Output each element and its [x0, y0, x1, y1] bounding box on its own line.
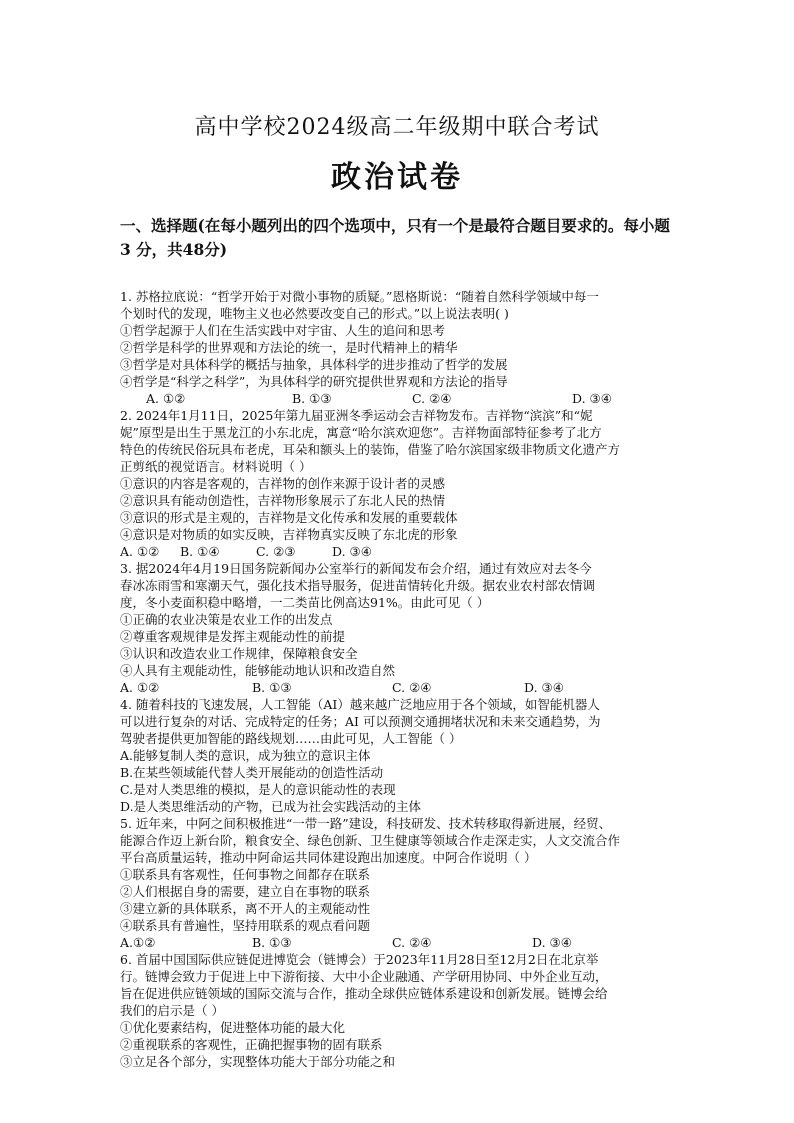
statement-item: ③认识和改造农业工作规律，保障粮食安全: [120, 646, 358, 661]
answer-option[interactable]: C. ②④: [392, 680, 432, 695]
statement-item: ②重视联系的客观性，正确把握事物的固有联系: [120, 1037, 383, 1052]
question-stem-line: 行。链博会致力于促进上中下游衔接、大中小企业融通、产学研用协同、中外企业互动，: [120, 969, 608, 984]
statement-item: D.是人类思维活动的产物，已成为社会实践活动的主体: [120, 799, 422, 814]
statement-item: ④哲学是“科学之科学”，为具体科学的研究提供世界观和方法论的指导: [120, 374, 508, 389]
answer-option[interactable]: A.①②: [120, 935, 156, 950]
question-stem-line: 可以进行复杂的对话、完成特定的任务；AI 可以预测交通拥堵状况和未来交通趋势，为: [120, 714, 601, 729]
question-list: [120, 288, 680, 1070]
answer-option[interactable]: D. ③④: [572, 391, 612, 406]
answer-options: [120, 390, 680, 407]
answer-option[interactable]: C. ②③: [256, 544, 296, 559]
question-stem-line: 我们的启示是（ ）: [120, 1003, 224, 1018]
question-stem-line: 度，冬小麦面积稳中略增，一二类苗比例高达91%。由此可见（ ）: [120, 595, 490, 610]
question-stem-line: 春冰冻雨雪和寒潮天气，强化技术指导服务，促进苗情转化升级。据农业农村部农情调: [120, 578, 596, 593]
statement-item: ①正确的农业决策是农业工作的出发点: [120, 612, 333, 627]
question-stem-line: 平台高质量运转，推动中阿命运共同体建设跑出加速度。中阿合作说明（ ）: [120, 850, 537, 865]
section-heading: 一、选择题(在每小题列出的四个选项中，只有一个是最符合题目要求的。每小题 3 分，共48分): [120, 216, 670, 259]
question-stem-line: 个划时代的发现，唯物主义也必然要改变自己的形式。”以上说法表明( ): [120, 306, 509, 321]
statement-item: ②尊重客观规律是发挥主观能动性的前提: [120, 629, 346, 644]
answer-options: [120, 679, 680, 696]
statement-item: ②意识具有能动创造性，吉祥物形象展示了东北人民的热情: [120, 493, 446, 508]
answer-options: [120, 934, 680, 951]
question-6: [120, 951, 680, 1070]
statement-item: ④联系具有普遍性，坚持用联系的观点看问题: [120, 918, 371, 933]
answer-option[interactable]: B. ①④: [180, 544, 220, 559]
answer-option[interactable]: D. ③④: [524, 680, 564, 695]
answer-option[interactable]: D. ③④: [532, 935, 572, 950]
answer-option[interactable]: A. ①②: [120, 680, 160, 695]
question-stem-line: 能源合作迈上新台阶，粮食安全、绿色创新、卫生健康等领域合作走深走实，人文交流合作: [120, 833, 621, 848]
statement-item: ③哲学是对具体科学的概括与抽象，具体科学的进步推动了哲学的发展: [120, 357, 508, 372]
answer-option[interactable]: D. ③④: [332, 544, 372, 559]
question-stem-line: 4. 随着科技的飞速发展，人工智能（AI）越来越广泛地应用于各个领域，如智能机器人: [120, 697, 600, 712]
statement-item: C.是对人类思维的模拟，是人的意识能动性的表现: [120, 782, 396, 797]
question-stem-line: 驾驶者提供更加智能的路线规划……由此可见，人工智能（ ）: [120, 731, 462, 746]
statement-item: ③建立新的具体联系，离不开人的主观能动性: [120, 901, 371, 916]
exam-subject: 政治试卷: [331, 160, 463, 195]
question-2: [120, 407, 680, 560]
question-stem-line: 旨在促进供应链领域的国际交流与合作，推动全球供应链体系建设和创新发展。链博会给: [120, 986, 608, 1001]
answer-option[interactable]: B. ①③: [292, 391, 332, 406]
statement-item: ①优化要素结构，促进整体功能的最大化: [120, 1020, 346, 1035]
answer-options: [120, 543, 680, 560]
answer-option[interactable]: B. ①③: [252, 680, 292, 695]
statement-item: A.能够复制人类的意识，成为独立的意识主体: [120, 748, 371, 763]
question-stem-line: 2. 2024年1月11日，2025年第九届亚洲冬季运动会吉祥物发布。吉祥物“滨滨”和“妮: [120, 408, 593, 423]
question-stem-line: 5. 近年来，中阿之间积极推进“一带一路”建设，科技研发、技术转移取得新进展，经贸、: [120, 816, 612, 831]
question-stem-line: 妮”原型是出生于黑龙江的小东北虎，寓意“哈尔滨欢迎您”。吉祥物面部特征参考了北方: [120, 425, 602, 440]
question-stem-line: 1. 苏格拉底说：“哲学开始于对微小事物的质疑。”恩格斯说：“随着自然科学领域中每一: [120, 289, 599, 304]
question-stem-line: 正剪纸的视觉语言。材料说明（ ）: [120, 459, 312, 474]
statement-item: B.在某些领域能代替人类开展能动的创造性活动: [120, 765, 384, 780]
answer-option[interactable]: B. ①③: [252, 935, 292, 950]
question-1: [120, 288, 680, 407]
statement-item: ①意识的内容是客观的，吉祥物的创作来源于设计者的灵感: [120, 476, 446, 491]
statement-item: ④人具有主观能动性，能够能动地认识和改造自然: [120, 663, 396, 678]
statement-item: ①联系具有客观性，任何事物之间都存在联系: [120, 867, 371, 882]
statement-item: ④意识是对物质的如实反映，吉祥物真实反映了东北虎的形象: [120, 527, 458, 542]
question-3: [120, 560, 680, 696]
question-stem-line: 3. 据2024年4月19日国务院新闻办公室举行的新闻发布会介绍，通过有效应对去冬今: [120, 561, 592, 576]
question-stem-line: 6. 首届中国国际供应链促进博览会（链博会）于2023年11月28日至12月2日在北京举: [120, 952, 599, 967]
statement-item: ③立足各个部分，实现整体功能大于部分功能之和: [120, 1054, 396, 1069]
answer-option[interactable]: C. ②④: [412, 391, 452, 406]
statement-item: ②人们根据自身的需要，建立自在事物的联系: [120, 884, 371, 899]
answer-option[interactable]: C. ②④: [392, 935, 432, 950]
statement-item: ①哲学起源于人们在生活实践中对宇宙、人生的追问和思考: [120, 323, 446, 338]
question-5: [120, 815, 680, 951]
statement-item: ③意识的形式是主观的，吉祥物是文化传承和发展的重要载体: [120, 510, 458, 525]
exam-title: 高中学校2024级高二年级期中联合考试: [194, 115, 600, 140]
statement-item: ②哲学是科学的世界观和方法论的统一，是时代精神上的精华: [120, 340, 458, 355]
answer-option[interactable]: A. ①②: [146, 391, 186, 406]
answer-option[interactable]: A. ①②: [120, 544, 160, 559]
question-4: [120, 696, 680, 815]
question-stem-line: 特色的传统民俗玩具布老虎，耳朵和额头上的装饰，借鉴了哈尔滨国家级非物质文化遗产方: [120, 442, 621, 457]
